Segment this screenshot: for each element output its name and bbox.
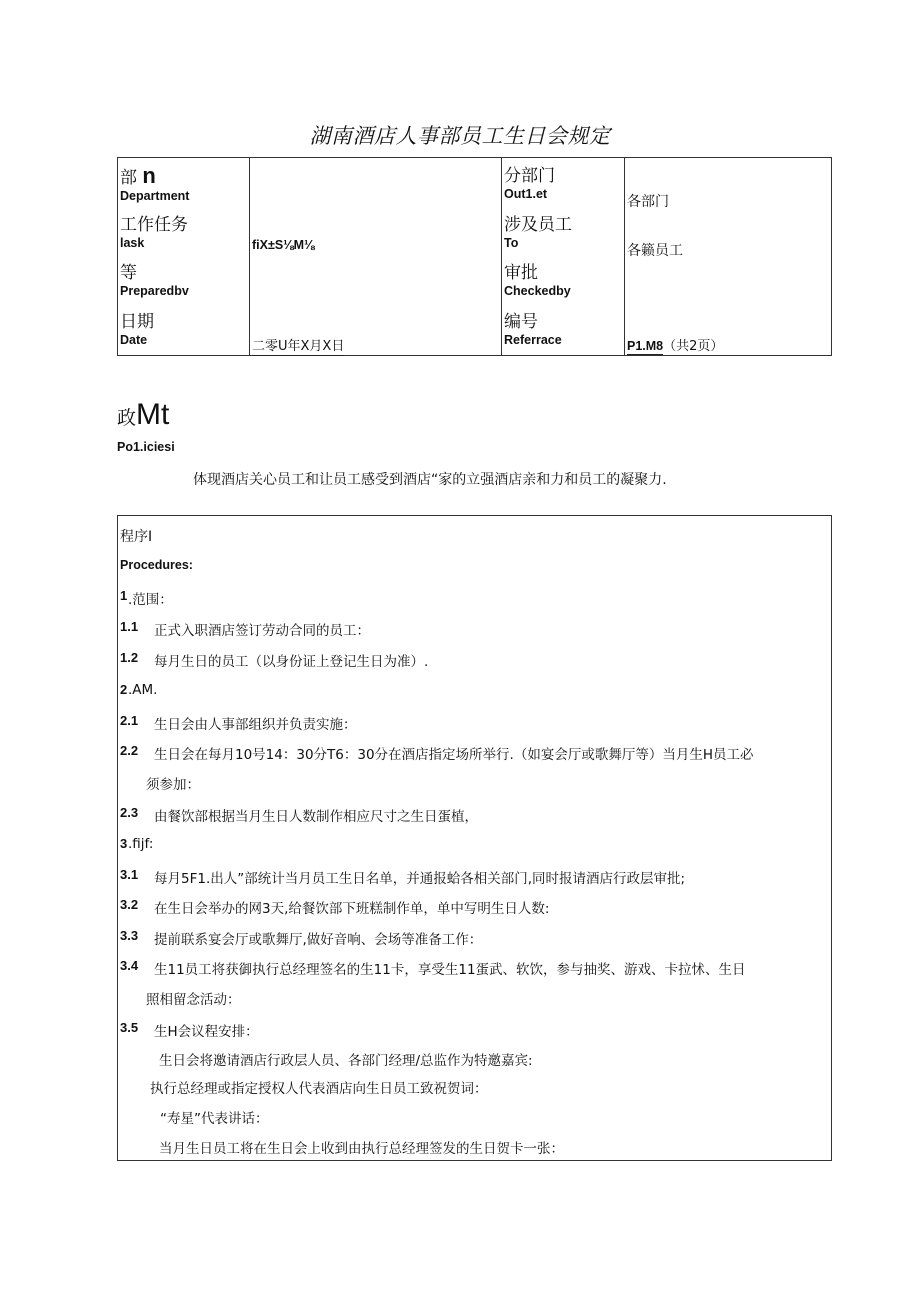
page-title: 湖南酒店人事部员工生日会规定 bbox=[309, 124, 611, 148]
date-value: 二零U年X月X日 bbox=[252, 335, 344, 356]
procedure-text: 须参加： bbox=[146, 777, 200, 793]
distribution-label-en: Out1.et bbox=[504, 187, 548, 201]
procedures-heading-zh: 程序I bbox=[120, 529, 153, 545]
procedure-text: 生H会议程安排： bbox=[154, 1024, 259, 1040]
label-column-right bbox=[502, 158, 625, 356]
value-column-left bbox=[250, 158, 502, 356]
involve-label-en: To bbox=[504, 236, 519, 250]
procedure-text: 生日会由人事部组织并负责实施： bbox=[154, 717, 357, 733]
ref-value: P1.M8 bbox=[627, 339, 664, 353]
procedure-text: 在生日会举办的网3天,给餐饮部下班糕制作单，单中写明生日人数: bbox=[154, 901, 550, 917]
procedure-number: 3 bbox=[120, 836, 128, 851]
procedure-number: 1.2 bbox=[120, 650, 139, 665]
procedure-text: .AM. bbox=[128, 682, 158, 698]
policy-heading-en: Po1.iciesi bbox=[117, 440, 175, 454]
department-label-zh: 部 bbox=[120, 168, 137, 188]
procedure-text: 当月生日员工将在生日会上收到由执行总经理签发的生日贺卡一张： bbox=[159, 1141, 564, 1157]
procedure-number: 2.2 bbox=[120, 743, 139, 758]
procedure-text: 正式入职酒店签订劳动合同的员工： bbox=[154, 623, 370, 639]
checked-label-zh: 审批 bbox=[504, 263, 538, 283]
procedure-text: 由餐饮部根据当月生日人数制作相应尺寸之生日蛋植， bbox=[154, 809, 478, 825]
procedure-text: .fijf: bbox=[128, 836, 154, 852]
policy-heading-zh: 政 bbox=[117, 407, 137, 429]
procedure-text: 每月5F1.出人”部统计当月员工生日名单，并通报蛤各相关部门,同时报请酒店行政层审批; bbox=[154, 871, 686, 887]
procedure-number: 2.1 bbox=[120, 713, 139, 728]
procedure-text: 生日会将邀请酒店行政层人员、各部门经理/总监作为特邀嘉宾: bbox=[159, 1053, 533, 1069]
label-column-left bbox=[118, 158, 250, 356]
procedure-text: 每月生日的员工（以身份证上登记生日为准）. bbox=[154, 654, 429, 670]
distribution-label-zh: 分部门 bbox=[504, 166, 555, 186]
procedure-text: 生日会在每月10号14：30分T6：30分在酒店指定场所举行.（如宴会厅或歌舞厅等）当月生H员工必 bbox=[154, 747, 754, 763]
procedure-number: 3.2 bbox=[120, 897, 139, 912]
department-label-suffix: n bbox=[142, 163, 156, 188]
ref-pages: （共2页） bbox=[663, 339, 724, 354]
procedure-text: 执行总经理或指定授权人代表酒店向生日员工致祝贺词： bbox=[150, 1081, 488, 1097]
task-label-zh: 工作任务 bbox=[120, 215, 188, 235]
checked-label-en: Checkedby bbox=[504, 284, 571, 298]
task-label-en: lask bbox=[120, 236, 145, 250]
ref-label-en: Referrace bbox=[504, 333, 562, 347]
procedure-text: 照相留念活动： bbox=[146, 992, 241, 1008]
procedures-box bbox=[117, 515, 832, 1161]
procedure-number: 1 bbox=[120, 588, 128, 603]
procedure-number: 2 bbox=[120, 682, 128, 697]
procedure-text: “寿星”代表讲话： bbox=[160, 1111, 269, 1127]
procedure-text: .范围： bbox=[128, 592, 173, 608]
procedure-number: 3.3 bbox=[120, 928, 139, 943]
procedure-text: 生11员工将获御执行总经理签名的生11卡，享受生11蛋武、软饮，参与抽奖、游戏、卡拉怵、生日 bbox=[154, 962, 746, 978]
procedure-number: 1.1 bbox=[120, 619, 139, 634]
involve-label-zh: 涉及员工 bbox=[504, 215, 572, 235]
procedure-number: 3.1 bbox=[120, 867, 139, 882]
policy-text: 体现酒店关心员工和让员工感受到酒店“家的立强酒店亲和力和员工的凝聚力. bbox=[193, 472, 667, 488]
procedure-number: 2.3 bbox=[120, 805, 139, 820]
procedure-number: 3.5 bbox=[120, 1020, 139, 1035]
task-value: fiX±S⅛M⅛ bbox=[252, 238, 315, 252]
value-column-right bbox=[625, 158, 832, 356]
procedure-text: 提前联系宴会厅或歌舞厅,做好音响、会场等准备工作： bbox=[154, 932, 483, 948]
procedure-number: 3.4 bbox=[120, 958, 139, 973]
department-label-en: Department bbox=[120, 189, 190, 203]
policy-heading bbox=[117, 398, 169, 432]
ref-label-zh: 编号 bbox=[504, 312, 538, 332]
header-table bbox=[117, 157, 832, 356]
date-label-en: Date bbox=[120, 333, 148, 347]
policy-heading-suffix: Mt bbox=[136, 398, 170, 431]
date-label-zh: 日期 bbox=[120, 312, 154, 332]
distribution-value: 各部门 bbox=[627, 194, 669, 210]
prepared-label-zh: 等 bbox=[120, 263, 137, 283]
prepared-label-en: Preparedbv bbox=[120, 284, 189, 298]
involve-value: 各籁员工 bbox=[627, 243, 683, 259]
procedures-heading-en: Procedures: bbox=[120, 558, 193, 572]
